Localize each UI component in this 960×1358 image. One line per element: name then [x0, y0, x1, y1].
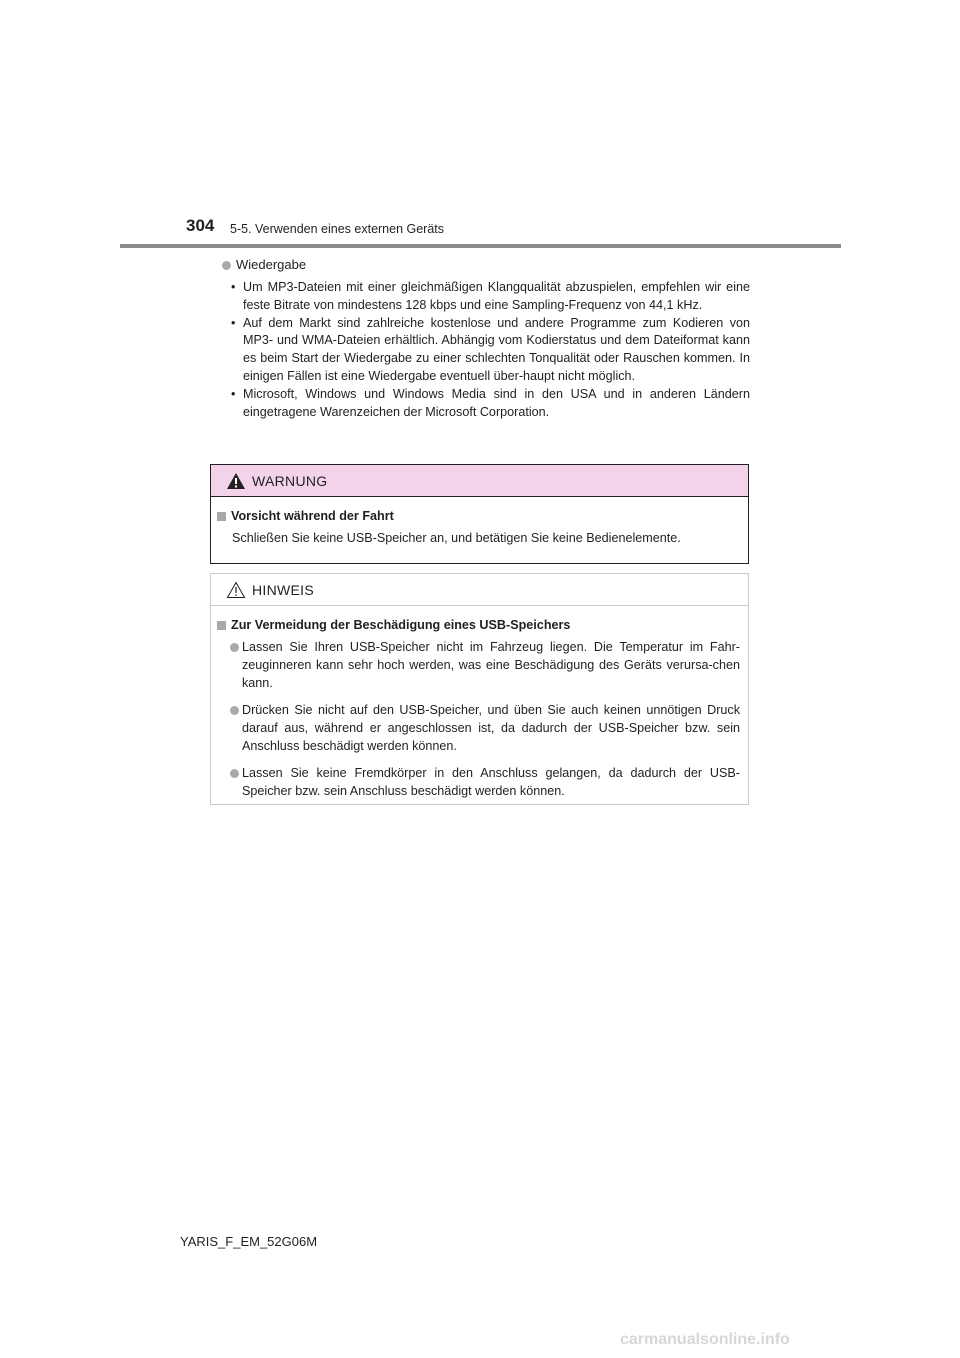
footer-code: YARIS_F_EM_52G06M [180, 1234, 318, 1249]
bullet-mark: • [231, 386, 236, 401]
bullet-mark: • [231, 315, 236, 330]
page-number: 304 [186, 216, 215, 235]
warning-text: Schließen Sie keine USB-Speicher an, und betätigen Sie keine Bedienelemente. [232, 531, 681, 545]
square-bullet-icon [217, 621, 226, 630]
warning-label: WARNUNG [252, 472, 328, 489]
warning-body [211, 497, 748, 547]
warning-triangle-icon [226, 472, 246, 490]
warning-heading: Vorsicht während der Fahrt [217, 507, 740, 525]
list-item: • Auf dem Markt sind zahlreiche kostenlose und andere Programme zum Kodieren von MP3- und WMA-Dateien erhältlich. Abhängig vom Kodierstatus und dem Dateiformat kann es beim Start der Wiedergabe zu einer schlechten Tonqualität oder Rauschen kommen. In einigen Fällen ist eine Wiedergabe eventuell über-haupt nicht möglich. [231, 315, 750, 383]
warning-header [211, 465, 748, 497]
bullet-dot-icon [230, 769, 239, 778]
playback-section [210, 256, 750, 421]
bullet-dot-icon [230, 643, 239, 652]
section-title: 5-5. Verwenden eines externen Geräts [230, 222, 445, 236]
list-item: Lassen Sie Ihren USB-Speicher nicht im Fahrzeug liegen. Die Temperatur im Fahr-zeuginneren kann sehr hoch werden, was eine Beschädigung des Geräts verursa-chen kann. [217, 638, 740, 692]
notice-heading: Zur Vermeidung der Beschädigung eines USB-Speichers [217, 616, 740, 634]
header-rule [120, 244, 841, 248]
caution-triangle-outline-icon [226, 581, 246, 599]
list-item: Lassen Sie keine Fremdkörper in den Anschluss gelangen, da dadurch der USB-Speicher bzw. sein Anschluss beschädigt werden können. [217, 764, 740, 800]
list-item: Drücken Sie nicht auf den USB-Speicher, und üben Sie auch keinen unnötigen Druck darauf aus, während er angeschlossen ist, da dadurch der USB-Speicher bzw. sein Anschluss beschädigt werden können. [217, 701, 740, 755]
playback-bullet-list [210, 279, 750, 421]
square-bullet-icon [217, 512, 226, 521]
playback-topic-label: Wiedergabe [236, 257, 307, 272]
warning-box [210, 464, 749, 564]
list-item: • Um MP3-Dateien mit einer gleichmäßigen Klangqualität abzuspielen, empfehlen wir eine feste Bitrate von mindestens 128 kbps und eine Sampling-Frequenz von 44,1 kHz. [231, 280, 750, 312]
notice-header [211, 574, 748, 606]
notice-label: HINWEIS [252, 581, 314, 598]
notice-body [211, 606, 748, 800]
notice-box [210, 573, 749, 805]
playback-topic [222, 256, 750, 274]
bullet-mark: • [231, 280, 236, 294]
list-item: • Microsoft, Windows und Windows Media sind in den USA und in anderen Ländern eingetragene Warenzeichen der Microsoft Corporation. [231, 386, 750, 419]
bullet-dot-icon [222, 261, 231, 270]
bullet-dot-icon [230, 706, 239, 715]
watermark: carmanualsonline.info [620, 1331, 790, 1348]
